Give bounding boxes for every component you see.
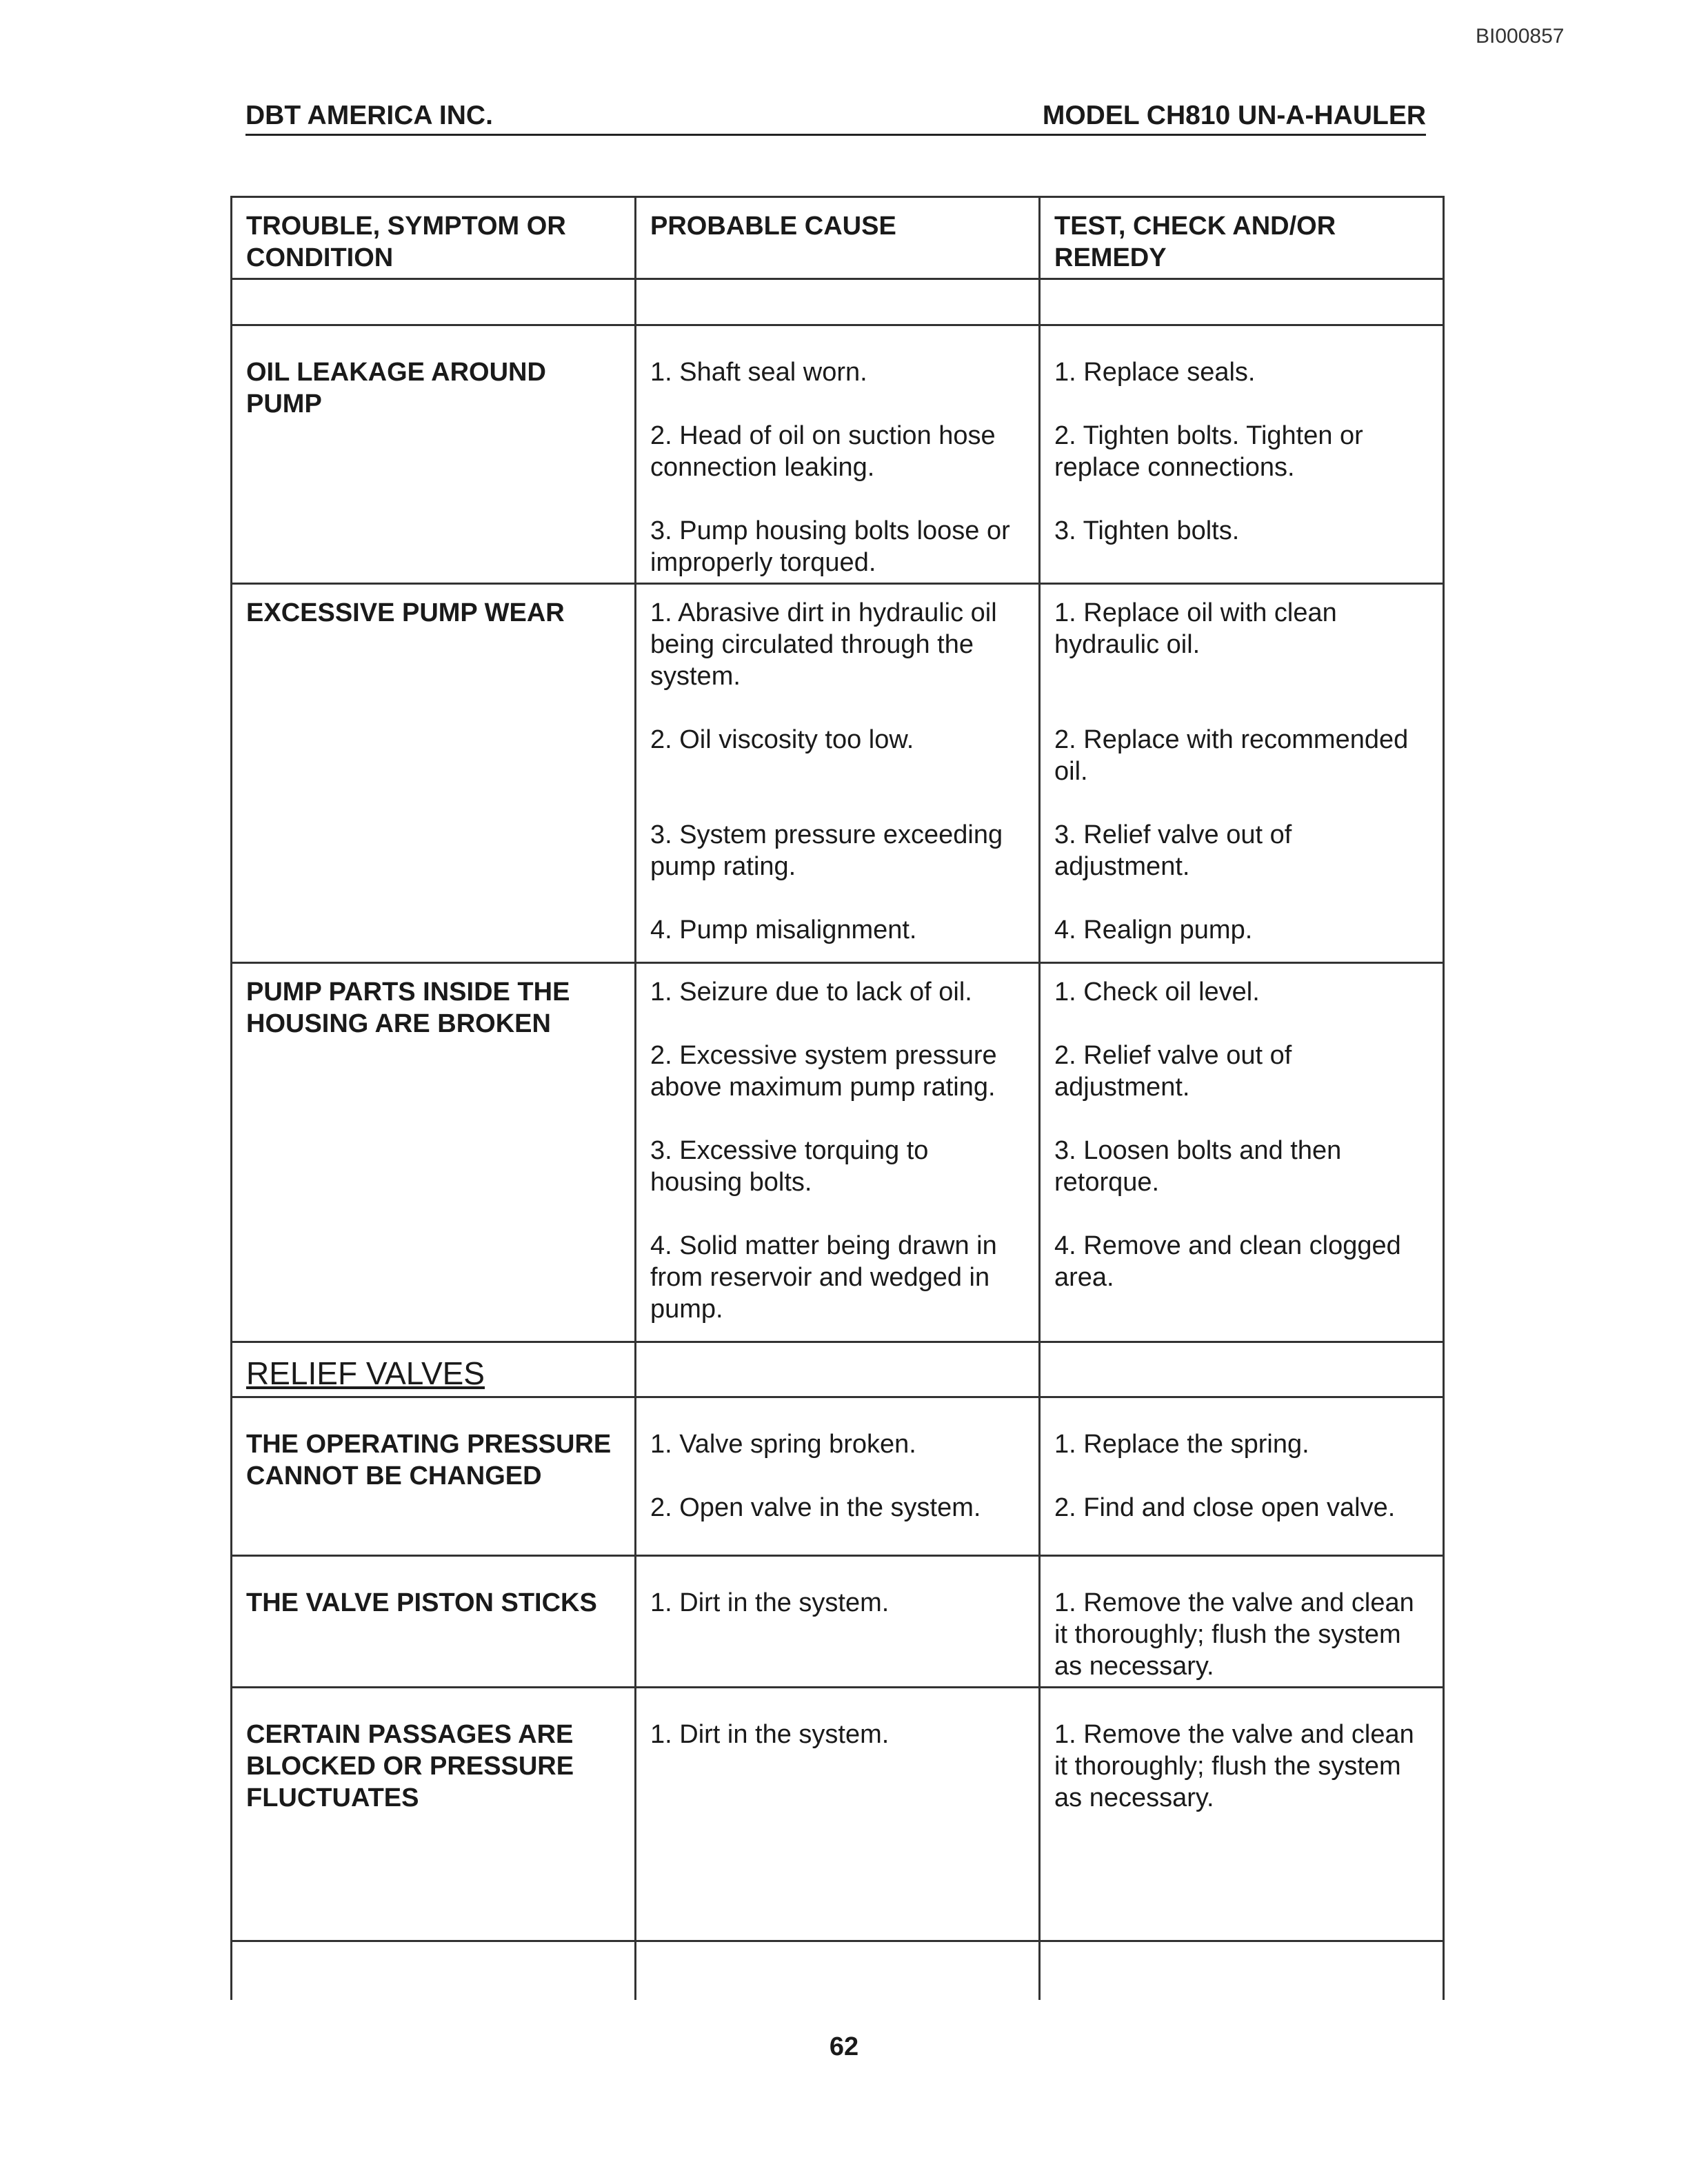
cause-item: 1. Dirt in the system. <box>650 1588 890 1617</box>
cause-cell <box>636 325 1040 584</box>
cause-item: 4. Pump misalignment. <box>650 916 917 944</box>
cause-item: 4. Solid matter being drawn in from reservoir and wedged in pump. <box>650 1231 997 1324</box>
column-header-remedy: TEST, CHECK AND/OR REMEDY <box>1040 197 1444 279</box>
table-header-row <box>232 197 1444 279</box>
remedy-item: 2. Tighten bolts. Tighten or replace connections. <box>1054 421 1363 482</box>
remedy-item: 1. Remove the valve and clean it thoroughly; flush the system as necessary. <box>1054 1588 1414 1681</box>
column-header-cause: PROBABLE CAUSE <box>636 197 1040 279</box>
remedy-item: 3. Tighten bolts. <box>1054 516 1240 545</box>
table-row <box>232 963 1444 1342</box>
symptom-cell: THE OPERATING PRESSURE CANNOT BE CHANGED <box>232 1397 636 1556</box>
page-header <box>245 101 1426 136</box>
remedy-item: 3. Loosen bolts and then retorque. <box>1054 1136 1342 1197</box>
model-name: MODEL CH810 UN-A-HAULER <box>1042 101 1426 130</box>
table-row <box>232 1556 1444 1688</box>
symptom-cell: CERTAIN PASSAGES ARE BLOCKED OR PRESSURE FLUCTUATES <box>232 1688 636 1941</box>
cause-cell <box>636 584 1040 963</box>
symptom-cell: OIL LEAKAGE AROUND PUMP <box>232 325 636 584</box>
symptom-cell: EXCESSIVE PUMP WEAR <box>232 584 636 963</box>
cause-cell <box>636 1688 1040 1941</box>
remedy-item: 1. Replace oil with clean hydraulic oil. <box>1054 598 1337 659</box>
column-header-symptom: TROUBLE, SYMPTOM OR CONDITION <box>232 197 636 279</box>
cause-cell <box>636 1556 1040 1688</box>
page-number: 62 <box>829 2032 859 2061</box>
cause-item: 2. Head of oil on suction hose connection leaking. <box>650 421 996 482</box>
remedy-item: 1. Replace seals. <box>1054 358 1256 387</box>
cause-item: 1. Shaft seal worn. <box>650 358 867 387</box>
section-title: RELIEF VALVES <box>246 1355 485 1391</box>
remedy-cell <box>1040 1397 1444 1556</box>
cause-item: 2. Oil viscosity too low. <box>650 725 914 754</box>
remedy-item: 4. Realign pump. <box>1054 916 1253 944</box>
remedy-cell <box>1040 325 1444 584</box>
cause-item: 1. Dirt in the system. <box>650 1720 890 1749</box>
remedy-cell <box>1040 1556 1444 1688</box>
cause-item: 3. Excessive torquing to housing bolts. <box>650 1136 929 1197</box>
cause-item: 2. Open valve in the system. <box>650 1493 981 1522</box>
empty-row <box>232 1941 1444 2001</box>
symptom-cell: THE VALVE PISTON STICKS <box>232 1556 636 1688</box>
cause-cell <box>636 963 1040 1342</box>
cause-cell <box>636 1397 1040 1556</box>
table-row <box>232 1397 1444 1556</box>
cause-item: 1. Seizure due to lack of oil. <box>650 978 972 1007</box>
cause-item: 2. Excessive system pressure above maximum pump rating. <box>650 1041 997 1102</box>
company-name: DBT AMERICA INC. <box>245 101 493 130</box>
remedy-item: 1. Replace the spring. <box>1054 1430 1309 1459</box>
remedy-item: 3. Relief valve out of adjustment. <box>1054 820 1292 881</box>
table-row <box>232 325 1444 584</box>
remedy-item: 1. Check oil level. <box>1054 978 1260 1007</box>
document-id: BI000857 <box>1476 25 1565 48</box>
section-row <box>232 1342 1444 1397</box>
cause-item: 3. Pump housing bolts loose or improperly torqued. <box>650 516 1010 577</box>
remedy-item: 2. Replace with recommended oil. <box>1054 725 1409 786</box>
remedy-cell <box>1040 1688 1444 1941</box>
cause-item: 3. System pressure exceeding pump rating. <box>650 820 1003 881</box>
remedy-cell <box>1040 584 1444 963</box>
remedy-item: 1. Remove the valve and clean it thoroughly; flush the system as necessary. <box>1054 1720 1414 1812</box>
remedy-item: 4. Remove and clean clogged area. <box>1054 1231 1401 1292</box>
table-row <box>232 584 1444 963</box>
remedy-cell <box>1040 963 1444 1342</box>
remedy-item: 2. Relief valve out of adjustment. <box>1054 1041 1292 1102</box>
cause-item: 1. Valve spring broken. <box>650 1430 916 1459</box>
remedy-item: 2. Find and close open valve. <box>1054 1493 1396 1522</box>
spacer-row <box>232 279 1444 325</box>
troubleshooting-table <box>230 196 1445 2000</box>
table-row <box>232 1688 1444 1941</box>
symptom-cell: PUMP PARTS INSIDE THE HOUSING ARE BROKEN <box>232 963 636 1342</box>
cause-item: 1. Abrasive dirt in hydraulic oil being circulated through the system. <box>650 598 997 691</box>
